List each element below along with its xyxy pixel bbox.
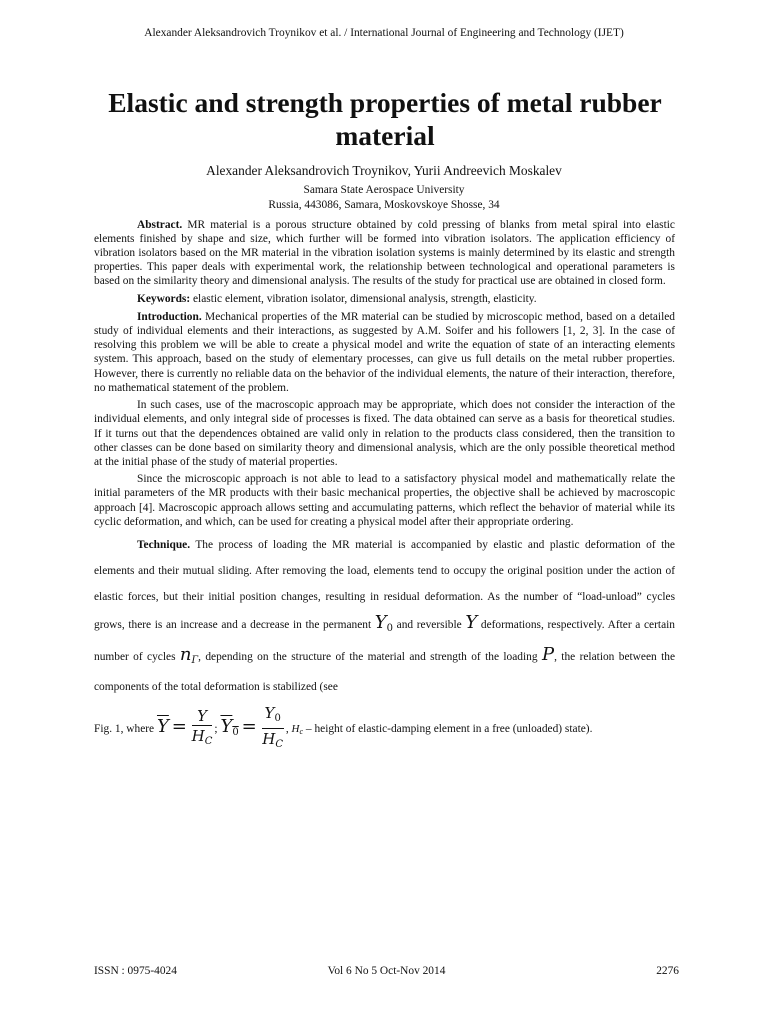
technique-paragraph xyxy=(94,532,675,700)
hc-subscript: c xyxy=(299,727,304,737)
keywords-paragraph xyxy=(94,292,675,306)
eq-separator: ; xyxy=(214,723,218,736)
hc-base: H xyxy=(291,723,300,736)
eq2-lhs-base: Y xyxy=(220,716,233,738)
footer-volume: Vol 6 No 5 Oct-Nov 2014 xyxy=(327,965,446,977)
introduction-label: Introduction. xyxy=(137,311,202,324)
symbol-n-base: n xyxy=(179,644,192,666)
eq2-den-subscript: C xyxy=(275,738,284,750)
eq2-num-base: Y xyxy=(264,703,275,722)
introduction-paragraph-2: In such cases, use of the macroscopic approach may be appropriate, which does not consider the interaction of the individual elements, and only integral side of processes is fixed. The data obtained can serve as a basis for theoretical studies. If it turns out that the dependences obtained are valid only in relation to the products class considered, then the transition to other classes can be done based on similarity theory and dimensional analysis, which are the only possible theoretical method at the initial phase of the study of material properties. xyxy=(94,399,675,468)
abstract-paragraph xyxy=(94,218,675,288)
technique-text-2: and reversible xyxy=(393,619,462,632)
running-head: Alexander Aleksandrovich Troynikov et al. / International Journal of Engineering and Technology (IJET) xyxy=(144,27,624,39)
introduction-text-1: Mechanical properties of the MR material can be studied by microscopic method, based on a detailed study of individual elements and their interactions, as suggested by A.M. Soifer and his followers [1, 2, 3]. In the case of resolving this problem we will be able to create a physical model and write the equation of state of an interacting elements system. This approach, based on the study of elementary processes, can give us full details on the metal rubber properties. However, there is currently no reliable data on the behavior of the individual elements, the nature of their interaction, therefore, no mathematical statement of the problem. xyxy=(94,311,675,394)
fig-prefix: Fig. 1, where xyxy=(94,723,157,736)
technique-text-1: The process of loading the MR material is accompanied by elastic and plastic deformation of the elements and their mutual sliding. After removing the load, elements tend to occupy the original position under the action of elastic forces, but their initial position changes, resulting in residual deformation. As the number of “load-unload” cycles grows, there is an increase and a decrease in the permanent xyxy=(94,539,675,632)
author-list: Alexander Aleksandrovich Troynikov, Yurii Andreevich Moskalev xyxy=(206,163,562,178)
keywords-text: elastic element, vibration isolator, dimensional analysis, strength, elasticity. xyxy=(190,293,537,306)
hc-symbol xyxy=(292,723,304,735)
fig-suffix: – height of elastic-damping element in a free (unloaded) state). xyxy=(303,723,593,736)
article-title: Elastic and strength properties of metal rubber material xyxy=(108,87,662,151)
technique-text-4: , depending on the structure of the material and strength of the loading xyxy=(198,651,542,664)
eq1-den-base: H xyxy=(191,726,205,745)
keywords-label: Keywords: xyxy=(137,293,191,306)
eq2-equals: = xyxy=(241,716,257,738)
eq2-numerator xyxy=(262,704,284,729)
technique-label: Technique. xyxy=(137,539,191,552)
eq1-equals: = xyxy=(171,716,187,738)
eq1-numerator: Y xyxy=(192,707,213,726)
technique-text-5: , the relation between the components of the total deformation is stabilized (see xyxy=(94,651,675,694)
symbol-n-subscript: Г xyxy=(191,655,199,667)
abstract-label: Abstract. xyxy=(137,219,183,231)
eq1-denominator xyxy=(192,726,213,752)
eq2-lhs xyxy=(220,716,238,737)
eq2-den-base: H xyxy=(262,729,276,748)
introduction-paragraph-3: Since the microscopic approach is not able to lead to a satisfactory physical model and mathematically relate the initial parameters of the MR products with their basic mechanical properties, the objective shall be achieved by macroscopic approach [4]. Macroscopic approach allows setting and accumulating patterns, which reflect the behavior of material while its cyclic deformation, and which, can be used for creating a physical model after their appropriate ordering. xyxy=(94,473,675,528)
eq2-num-subscript: 0 xyxy=(274,712,281,724)
eq2-fraction xyxy=(262,704,284,755)
eq1-den-subscript: C xyxy=(204,735,213,747)
eq1-fraction xyxy=(192,707,213,752)
abstract-text: MR material is a porous structure obtained by cold pressing of blanks from metal spiral into elastic elements finished by shape and size, which further will be formed into vibration isolators. The application efficiency of vibration isolators based on the MR material in the vibration isolation systems is mainly determined by its elastic and strength properties. This paper deals with experimental work, the relationship between technological and operational parameters is based on the similarity theory and dimensional analysis. The results of the study for practical use are obtained in closed form. xyxy=(94,219,675,288)
technique-text-3: deformations, respectively. After a certain number of cycles xyxy=(94,619,675,664)
footer-issn: ISSN : 0975-4024 xyxy=(94,965,177,977)
symbol-y: Y xyxy=(465,612,478,634)
symbol-y0 xyxy=(375,612,393,633)
symbol-y0-subscript: 0 xyxy=(386,623,394,635)
symbol-y0-base: Y xyxy=(374,612,387,634)
footer-page-number: 2276 xyxy=(656,965,679,977)
article-body xyxy=(94,218,675,755)
eq-comma: , xyxy=(285,723,289,736)
symbol-p: P xyxy=(541,644,555,666)
figure-definition-line xyxy=(94,704,675,755)
eq2-denominator xyxy=(262,729,284,755)
affiliation-institution: Samara State Aerospace University xyxy=(303,184,465,196)
symbol-n-cycles xyxy=(180,644,198,665)
affiliation-address: Russia, 443086, Samara, Moskovskoye Shosse, 34 xyxy=(268,199,500,211)
eq1-lhs: $\overline{Y}$ xyxy=(156,716,169,738)
introduction-paragraph-1 xyxy=(94,310,675,395)
eq2-lhs-subscript: 0 xyxy=(232,727,239,739)
